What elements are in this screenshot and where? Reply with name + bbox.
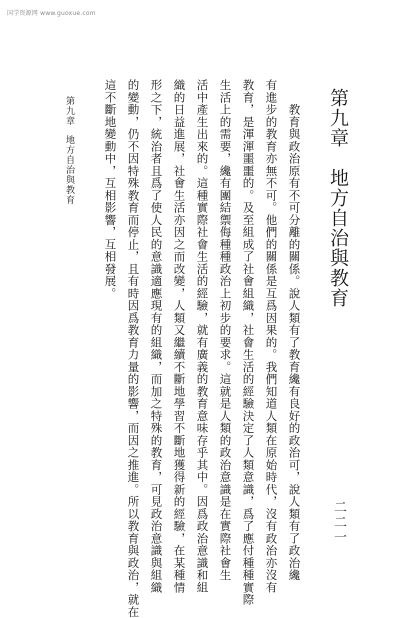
running-head-section: 地方自治與教育: [64, 135, 74, 205]
body-line-6: 織的日益進展，社會生活亦因之而改變，人類又繼續不斷地學習不斷地獲得新的經驗，在某種情: [172, 79, 187, 594]
body-line-2: 有進步的教育亦無不可。他們的關係是互爲因果的。我們知道人類在原始時代，沒有政治亦沒有: [264, 79, 279, 594]
body-line-8: 的變動，仍不因特殊教育而停止，且有時因爲教育力量的影響，而因之推進。所以教育與政治，就在: [126, 79, 141, 618]
page-number: 二二一: [331, 500, 346, 545]
body-line-4: 生活上的需要，纔有團結禦侮種種政治上初步的要求。這就是人類的政治意識是在實際社會生: [218, 79, 233, 582]
body-line-1: 教育與政治原有不可分離的關係。說人類有了教育纔有良好的政治可，說人類有了政治纔: [287, 79, 302, 582]
running-head-chapter: 第九章: [64, 96, 74, 126]
chapter-title: 第九章 地方自治與教育: [327, 88, 349, 308]
body-line-5: 活中產生出來的。這種實際社會生活的經驗，就有廣義的教育意味存乎其中。因爲政治意識和組: [195, 79, 210, 594]
watermark: 国学资源网 www.guoxue.com: [7, 10, 96, 17]
body-line-3: 教育，是渾渾噩噩的。及至組成了社會組織，社會生活的經驗決定了人類意識，爲了應付種種實際: [241, 79, 256, 606]
body-line-9: 這不斷地變動中，互相影響，互相發展。: [103, 79, 118, 300]
body-line-7: 形之下，統治者且爲了使人民的意識適應現有的組織，而加之特殊的教育，可見政治意識與組織: [149, 79, 164, 594]
